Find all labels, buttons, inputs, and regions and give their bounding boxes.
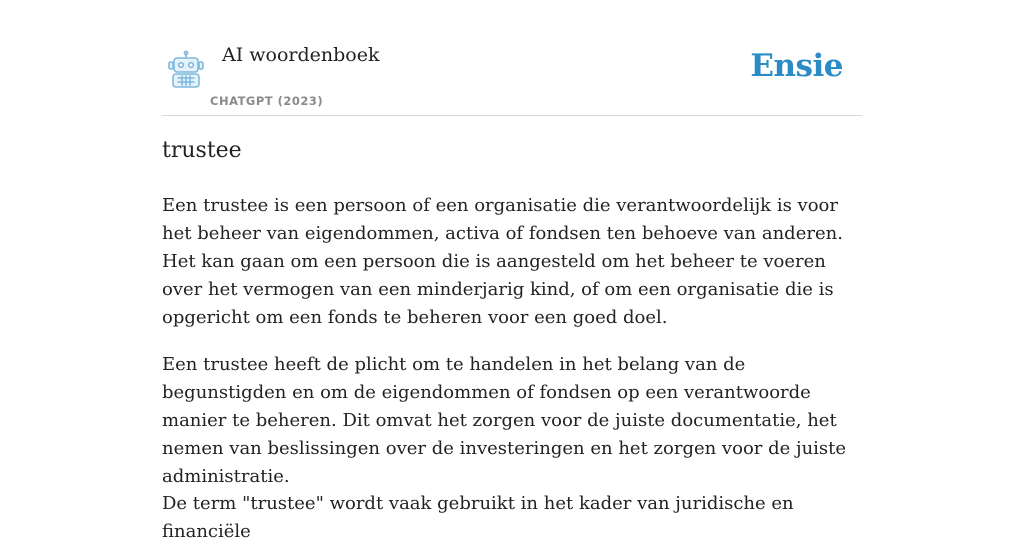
definition-paragraph: De term "trustee" wordt vaak gebruikt in het kader van juridische en financiële xyxy=(162,493,794,542)
definition-paragraph: Een trustee is een persoon of een organisatie die verantwoordelijk is voor het beheer van eigendommen, activa of fondsen ten behoeve van anderen. Het kan gaan om een persoon die is aangesteld om het beheer te voeren over het vermogen van een minderjarig kind, of om een organisatie die is opgericht om een fonds te beheren voor een goed doel. xyxy=(162,195,843,328)
source-header xyxy=(162,0,862,116)
entry-term: trustee xyxy=(162,138,242,163)
source-meta: CHATGPT (2023) xyxy=(210,94,324,108)
robot-icon xyxy=(165,50,207,92)
brand-logo[interactable]: Ensie xyxy=(750,48,843,84)
source-title[interactable]: AI woordenboek xyxy=(222,44,380,66)
definition-paragraph: Een trustee heeft de plicht om te handelen in het belang van de begunstigden en om de eigendommen of fondsen op een verantwoorde manier te beheren. Dit omvat het zorgen voor de juiste documentatie, het nemen van beslissingen over de investeringen en het zorgen voor de juiste administratie. xyxy=(162,354,847,487)
content-container xyxy=(162,0,862,542)
